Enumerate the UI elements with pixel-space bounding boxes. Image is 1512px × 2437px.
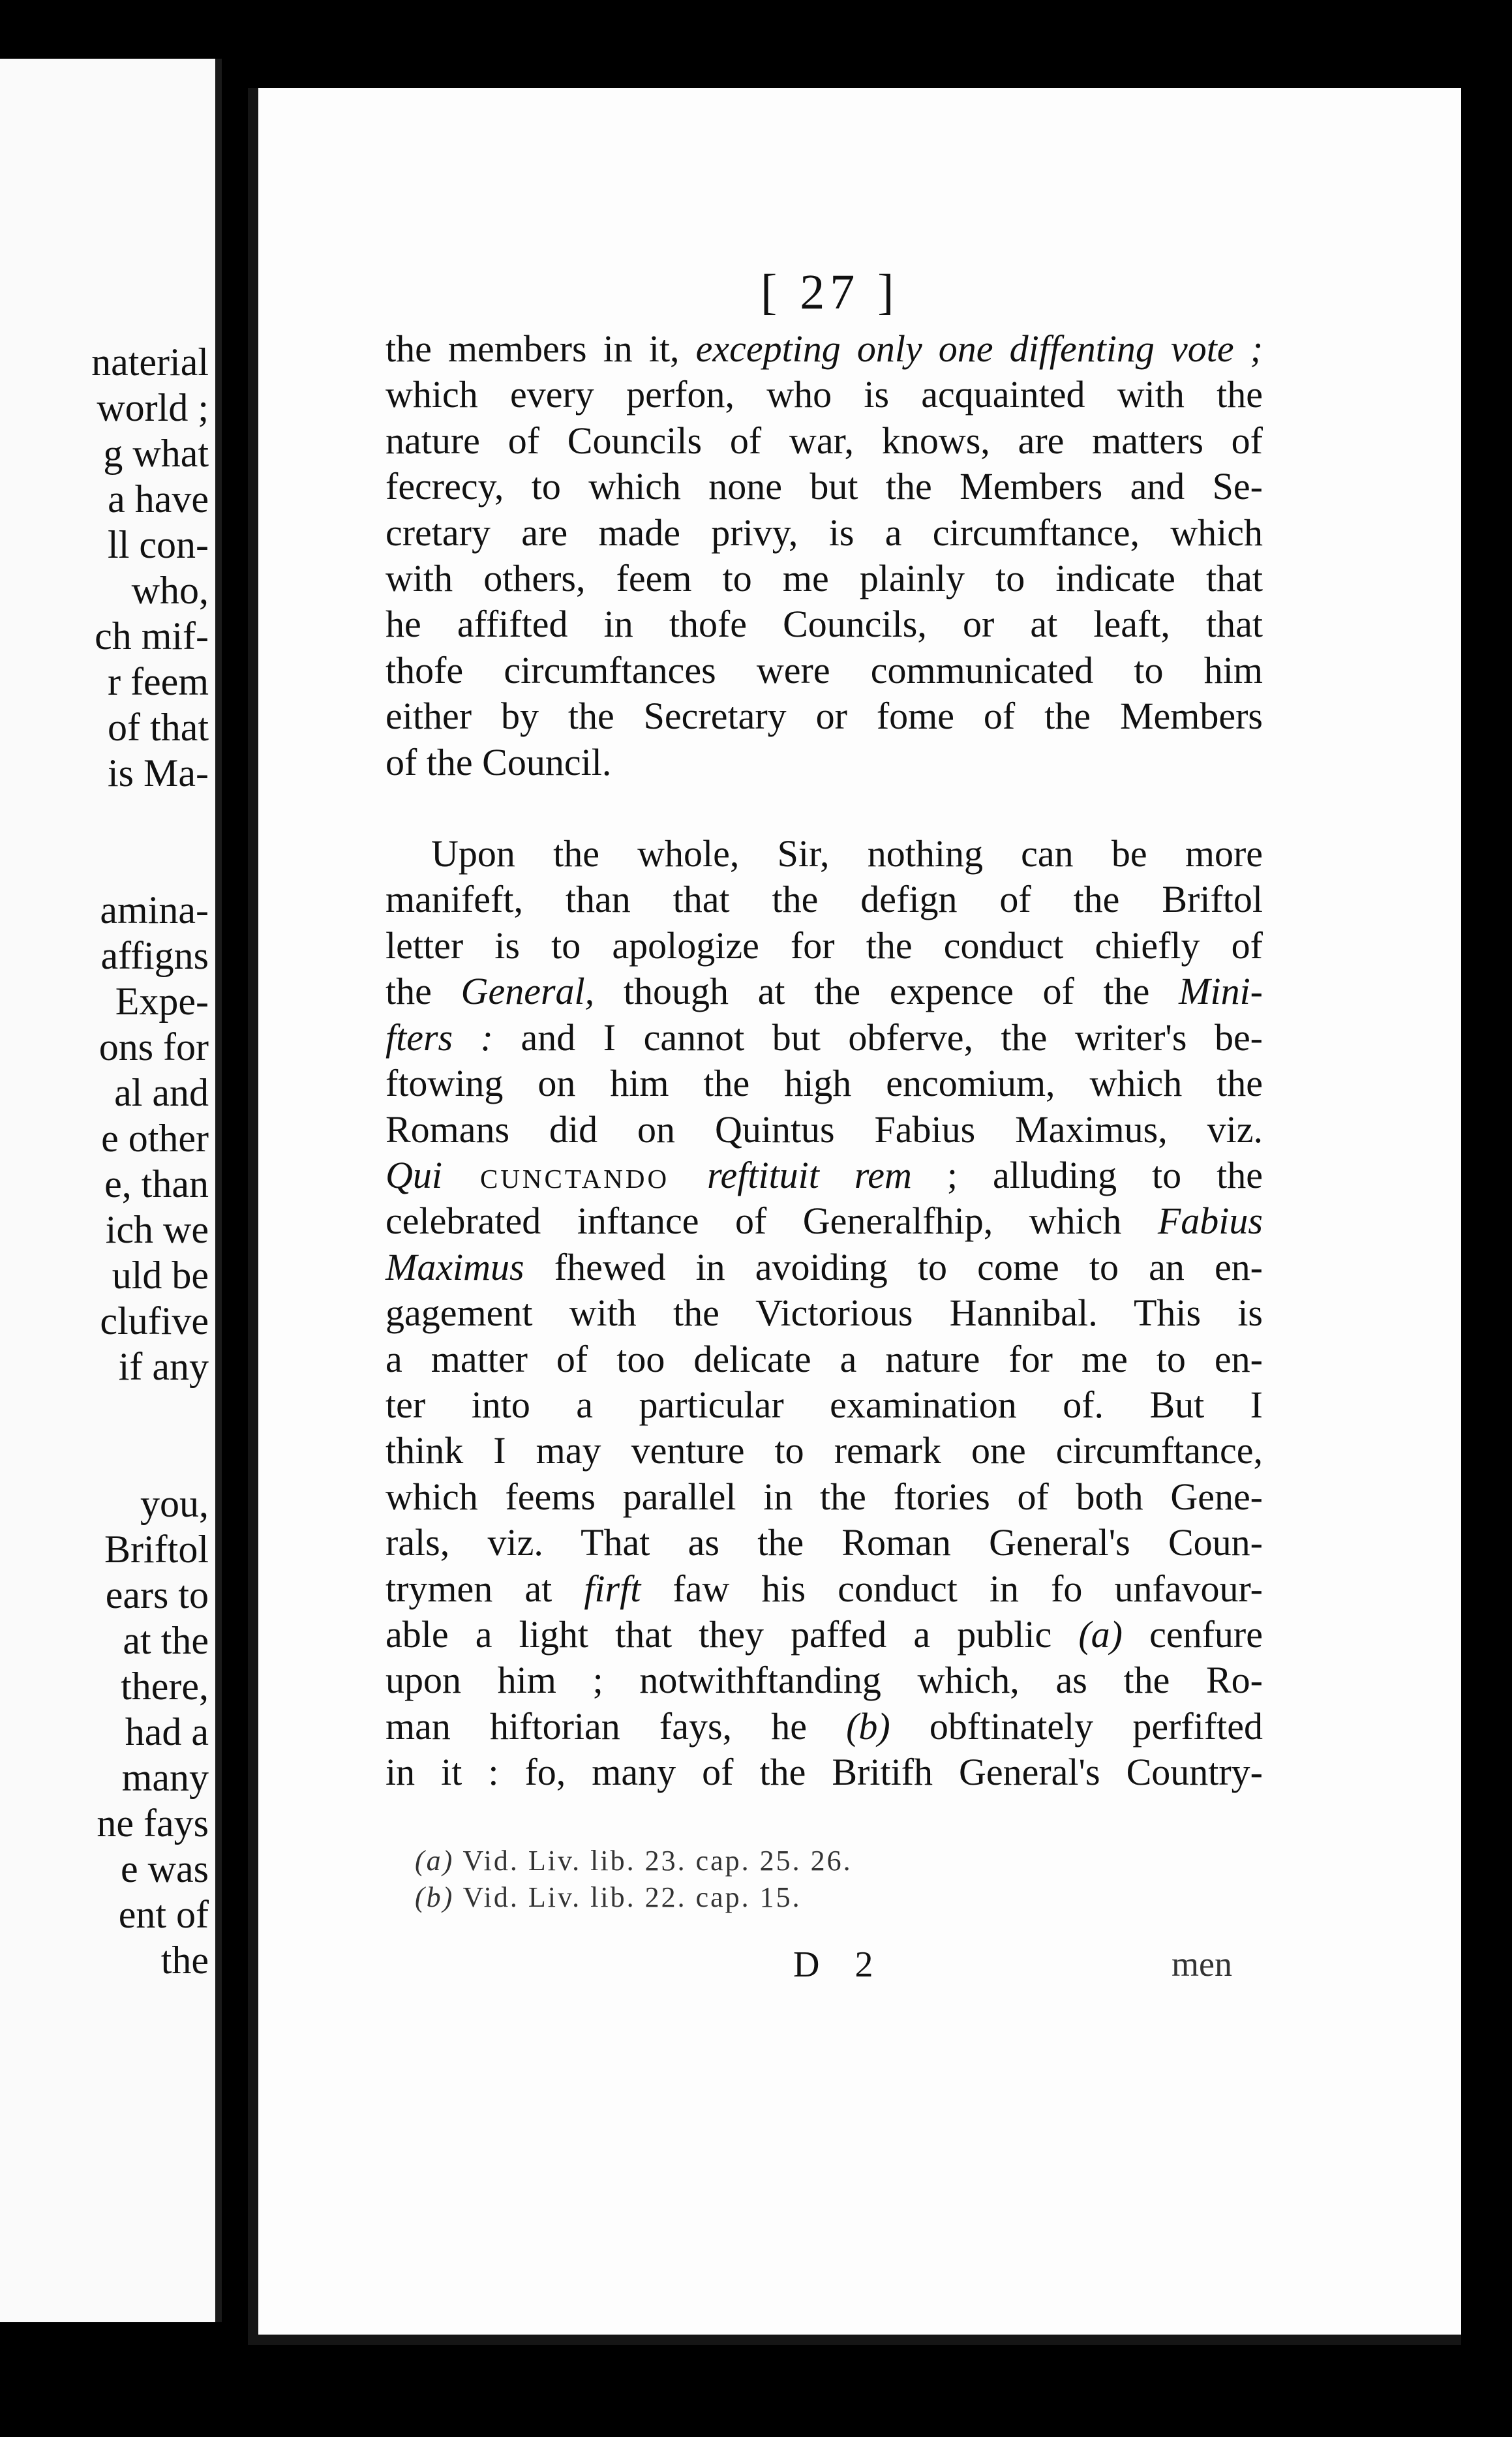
footnote-mark: (b) bbox=[415, 1881, 455, 1913]
text-span: though at the expence of the bbox=[594, 970, 1179, 1013]
text-line: in it : fo, many of the Britifh General's Country- bbox=[386, 1751, 1263, 1794]
text-span: cenfure bbox=[1123, 1612, 1263, 1656]
text-line: Romans did on Quintus Fabius Maximus, viz. bbox=[386, 1108, 1263, 1151]
left-gap bbox=[0, 796, 209, 841]
text-span: celebrated inftance of Generalfhip, which bbox=[386, 1200, 1158, 1243]
text-span: trymen at bbox=[386, 1567, 584, 1610]
text-span: and I cannot but obferve, the writer's be- bbox=[492, 1016, 1263, 1059]
text-line: nature of Councils of war, knows, are matters of bbox=[386, 419, 1263, 462]
footnote-b bbox=[415, 1879, 853, 1916]
italic-span: firft bbox=[584, 1567, 641, 1610]
text-span: obftinately perfifted bbox=[890, 1704, 1263, 1748]
body-text bbox=[386, 326, 1263, 1796]
left-page bbox=[0, 59, 222, 2322]
text-line bbox=[386, 1245, 1263, 1290]
left-fragment: g what bbox=[103, 432, 209, 475]
left-fragment: there, bbox=[121, 1665, 209, 1708]
left-gap bbox=[0, 841, 209, 887]
italic-span: reftituit rem bbox=[707, 1153, 912, 1196]
italic-span: Qui bbox=[386, 1153, 442, 1196]
text-line: think I may venture to remark one circumftance, bbox=[386, 1429, 1263, 1472]
text-span: able a light that they paffed a public bbox=[386, 1612, 1079, 1656]
left-page-text-fragments bbox=[0, 339, 209, 1983]
left-fragment: many bbox=[121, 1756, 209, 1799]
left-fragment: ll con- bbox=[108, 523, 209, 566]
text-line: thofe circumftances were communicated to him bbox=[386, 648, 1263, 691]
text-span: fhewed in avoiding to come to an en- bbox=[524, 1245, 1263, 1288]
left-fragment: uld be bbox=[112, 1254, 209, 1297]
text-line: which every perfon, who is acquainted with the bbox=[386, 373, 1263, 416]
footnote-ref-b: (b) bbox=[846, 1704, 890, 1748]
italic-span: fters : bbox=[386, 1016, 493, 1059]
left-fragment: the bbox=[160, 1939, 209, 1982]
left-fragment: r feem bbox=[108, 660, 209, 703]
italic-span: General, bbox=[461, 970, 595, 1013]
text-line: ter into a particular examination of. But I bbox=[386, 1383, 1263, 1426]
text-span: man hiftorian fays, he bbox=[386, 1704, 847, 1748]
left-fragment: Briftol bbox=[104, 1528, 209, 1571]
catchword: men bbox=[1172, 1945, 1232, 1984]
text-span: the members in it, bbox=[386, 327, 696, 370]
footnote-mark: (a) bbox=[415, 1845, 455, 1877]
text-span: the bbox=[386, 970, 461, 1013]
italic-span: Fabius bbox=[1157, 1200, 1263, 1243]
left-fragment: clufive bbox=[100, 1299, 209, 1342]
left-fragment: e other bbox=[101, 1117, 209, 1160]
left-fragment: Expe- bbox=[115, 980, 209, 1023]
left-fragment: ich we bbox=[105, 1208, 209, 1251]
left-fragment: ne fays bbox=[97, 1802, 209, 1845]
text-line: a matter of too delicate a nature for me to en- bbox=[386, 1337, 1263, 1380]
text-line bbox=[386, 969, 1263, 1014]
footnote-text: Vid. Liv. lib. 22. cap. 15. bbox=[454, 1881, 802, 1913]
left-fragment: ons for bbox=[98, 1025, 209, 1068]
signature-mark: D 2 bbox=[793, 1945, 886, 1985]
text-line bbox=[386, 326, 1263, 372]
left-fragment: is Ma- bbox=[108, 751, 209, 795]
text-line: with others, feem to me plainly to indicate that bbox=[386, 557, 1263, 600]
footnote-ref-a: (a) bbox=[1078, 1612, 1123, 1656]
text-line: either by the Secretary or fome of the Members bbox=[386, 695, 1263, 738]
left-fragment: of that bbox=[108, 706, 209, 749]
text-line: letter is to apologize for the conduct chiefly of bbox=[386, 924, 1263, 967]
text-line bbox=[386, 1198, 1263, 1244]
text-line bbox=[386, 1704, 1263, 1749]
page-number: [ 27 ] bbox=[761, 265, 900, 320]
left-fragment: ch mif- bbox=[95, 614, 209, 658]
text-line: of the Council. bbox=[386, 740, 612, 783]
footnotes bbox=[415, 1843, 853, 1916]
right-page bbox=[248, 88, 1461, 2345]
text-line: gagement with the Victorious Hannibal. This is bbox=[386, 1292, 1263, 1335]
text-line: he affifted in thofe Councils, or at leaft, that bbox=[386, 603, 1263, 646]
left-fragment: affigns bbox=[100, 934, 209, 977]
left-fragment: at the bbox=[123, 1619, 209, 1662]
text-line: fecrecy, to which none but the Members and Se- bbox=[386, 465, 1263, 508]
left-fragment: had a bbox=[125, 1710, 209, 1753]
left-fragment: naterial bbox=[91, 341, 209, 384]
text-line: cretary are made privy, is a circumftance, which bbox=[386, 511, 1263, 554]
left-fragment: e, than bbox=[104, 1162, 209, 1205]
left-fragment: al and bbox=[114, 1071, 209, 1114]
left-fragment: you, bbox=[140, 1482, 209, 1525]
text-line: manifeft, than that the defign of the Briftol bbox=[386, 878, 1263, 921]
italic-span: Mini- bbox=[1179, 970, 1263, 1013]
left-fragment: ears to bbox=[105, 1573, 209, 1616]
text-line: rals, viz. That as the Roman General's Coun- bbox=[386, 1521, 1263, 1564]
italic-span: Maximus bbox=[386, 1245, 524, 1288]
text-line bbox=[386, 1612, 1263, 1657]
left-fragment: a have bbox=[108, 477, 209, 521]
left-fragment: ent of bbox=[118, 1893, 209, 1936]
left-gap bbox=[0, 1389, 209, 1435]
footnote-text: Vid. Liv. lib. 23. cap. 25. 26. bbox=[454, 1845, 853, 1877]
left-fragment: e was bbox=[121, 1847, 209, 1890]
left-fragment: who, bbox=[131, 569, 209, 612]
text-line: upon him ; notwithftanding which, as the Ro- bbox=[386, 1659, 1263, 1702]
text-line bbox=[386, 1566, 1263, 1612]
left-fragment: if any bbox=[118, 1345, 209, 1388]
left-fragment: amina- bbox=[100, 888, 209, 931]
smallcaps-span: cunctando bbox=[442, 1153, 708, 1196]
left-gap bbox=[0, 1435, 209, 1481]
text-line: ftowing on him the high encomium, which the bbox=[386, 1062, 1263, 1105]
italic-span: excepting only one diffenting vote ; bbox=[695, 327, 1263, 370]
text-line bbox=[386, 1015, 1263, 1061]
text-line bbox=[386, 1153, 1263, 1198]
footnote-a bbox=[415, 1843, 853, 1879]
text-line: Upon the whole, Sir, nothing can be more bbox=[431, 832, 1263, 875]
left-fragment: world ; bbox=[97, 386, 209, 429]
text-span: ; alluding to the bbox=[911, 1153, 1263, 1196]
paragraph-gap bbox=[386, 785, 1263, 831]
text-span: faw his conduct in fo unfavour- bbox=[641, 1567, 1263, 1610]
text-line: which feems parallel in the ftories of both Gene- bbox=[386, 1475, 1263, 1518]
